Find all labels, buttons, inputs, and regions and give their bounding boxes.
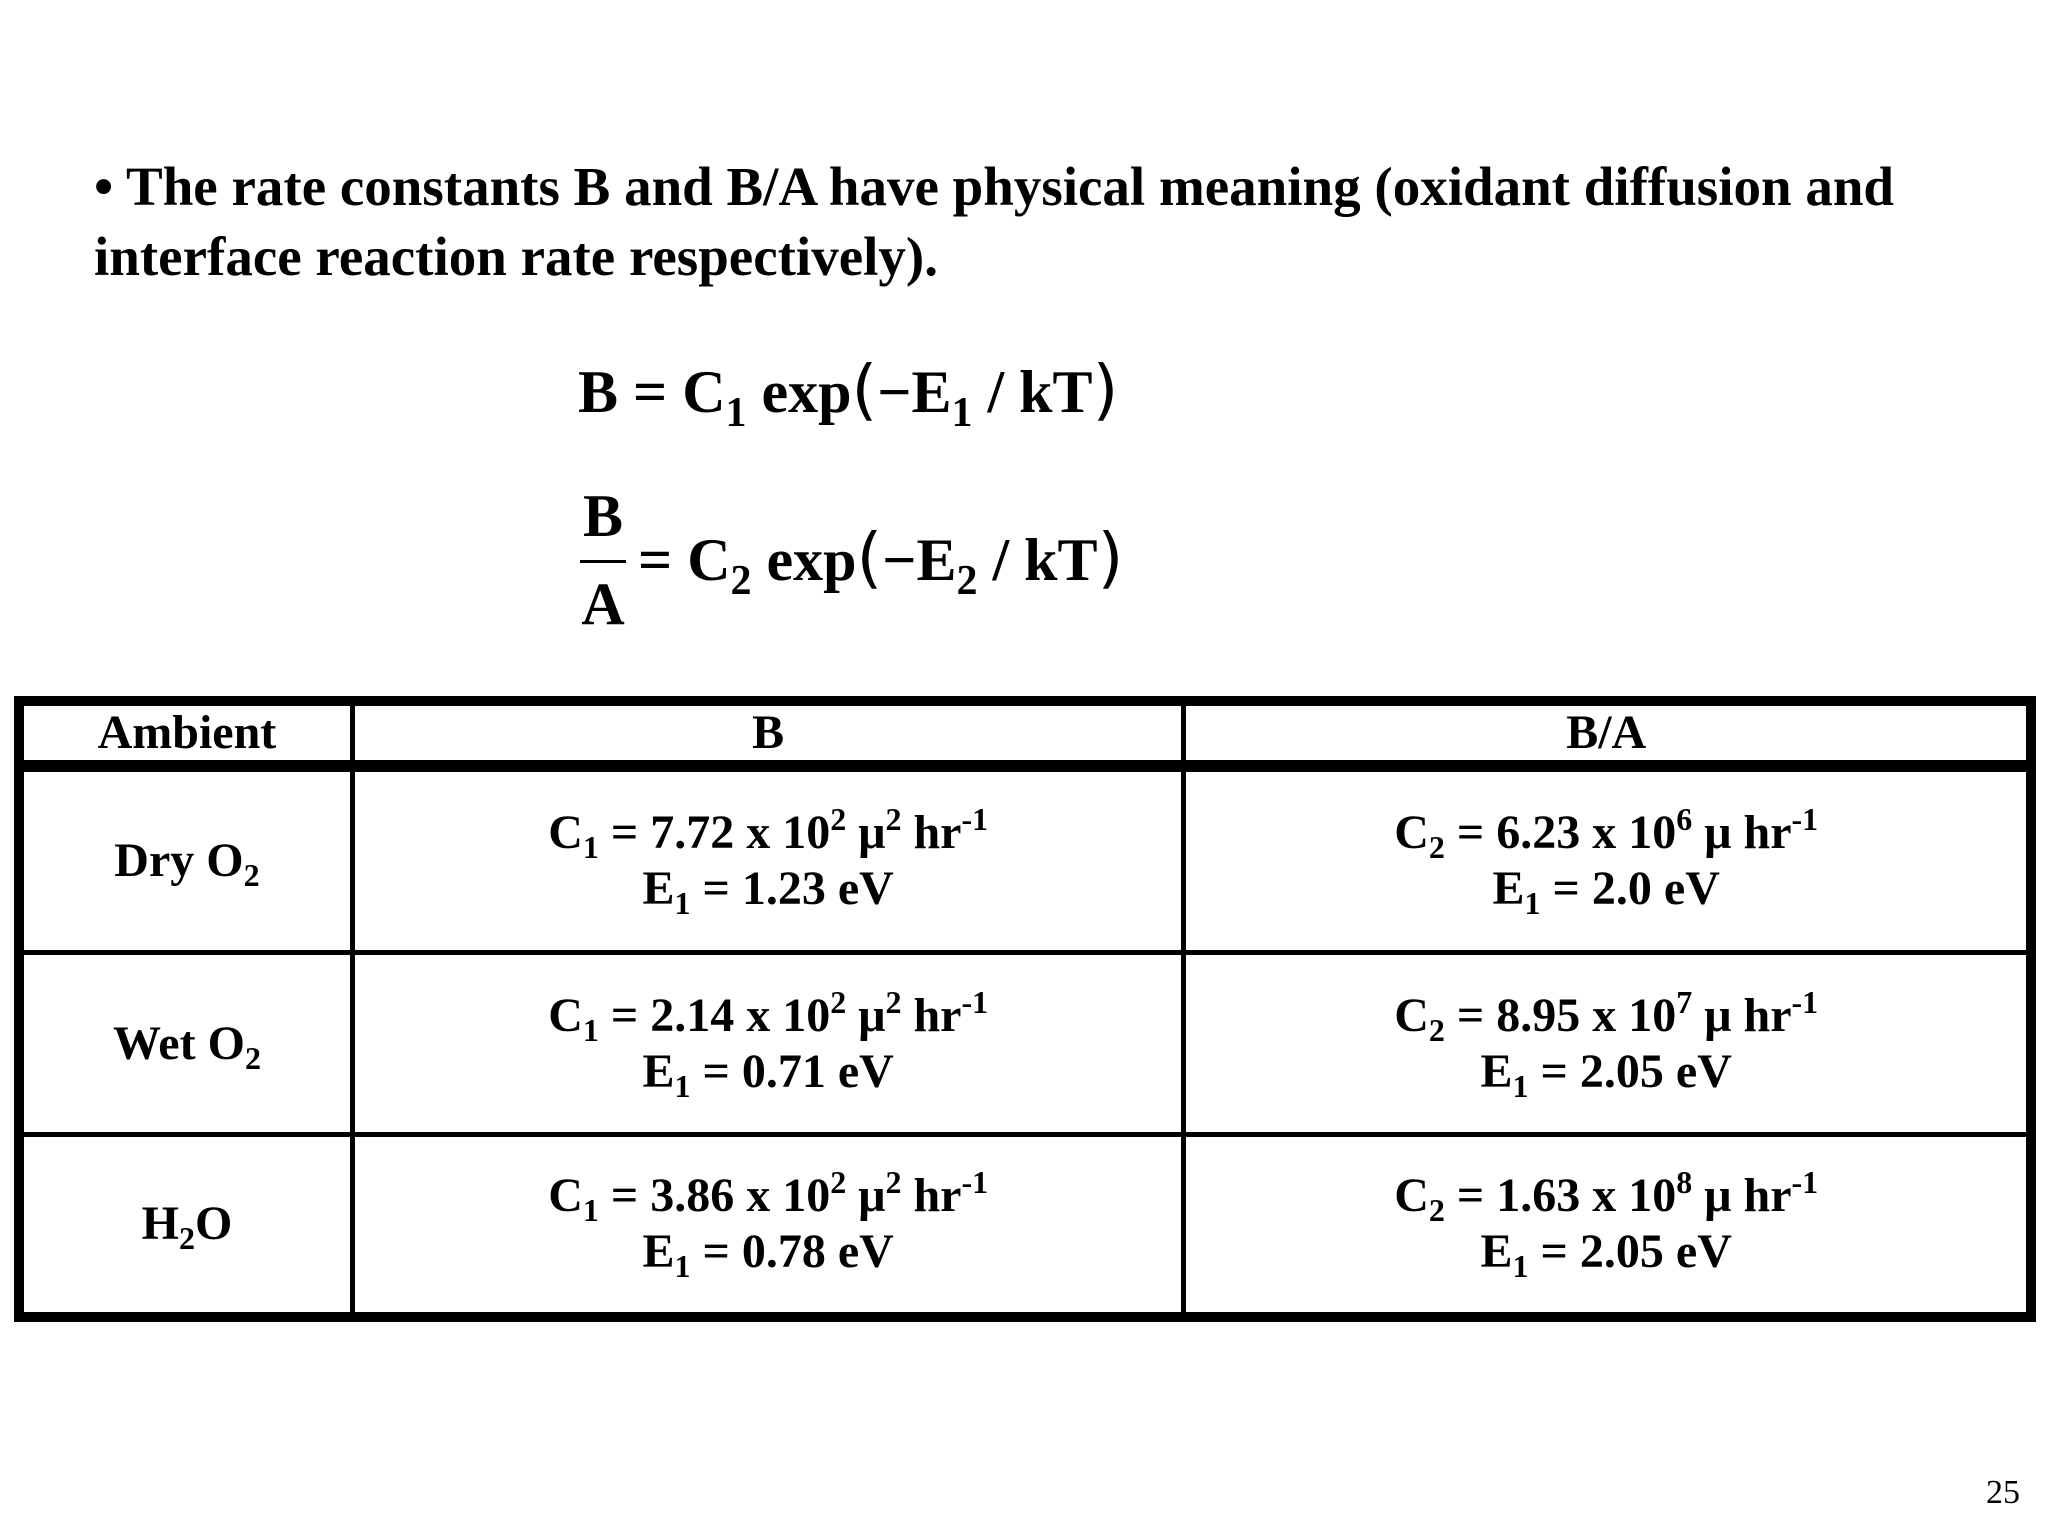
eq1-inner-rest: / kT [972, 359, 1093, 425]
ambient-cell: $H_2O$ [24, 1134, 352, 1312]
eq2-fraction-bar [580, 560, 626, 563]
bullet-marker: • [94, 156, 114, 217]
c-line: $C_1 = 2.14$ x $10^2$ $\mu^2$ $hr^{-1}$ [548, 983, 989, 1048]
eq1-inner: −E [877, 359, 952, 425]
e-line: $E_1 = 1.23$ eV [642, 862, 894, 922]
eq2-close-paren: ) [1097, 519, 1124, 596]
table-header-row [24, 706, 2026, 766]
ambient-cell: Dry $O_2$ [24, 766, 352, 953]
e-line: $E_1 = 2.05$ eV [1480, 1044, 1732, 1104]
eq1-sub2: 1 [951, 390, 973, 436]
eq1-open-paren: ( [851, 351, 878, 428]
equation-b [578, 350, 1119, 436]
c-line: $C_1 = 7.72$ x $10^2$ $\mu^2$ $hr^{-1}$ [548, 801, 989, 866]
c-line: $C_1 = 3.86$ x $10^2$ $\mu^2$ $hr^{-1}$ [548, 1164, 989, 1229]
c-line: $C_2 = 6.23$ x $10^6$ μ $hr^{-1}$ [1394, 801, 1819, 866]
eq2-denominator: A [581, 571, 625, 637]
c-line: $C_2 = 1.63$ x $10^8$ μ $hr^{-1}$ [1394, 1164, 1819, 1229]
eq2-rhs-start: = C [638, 527, 731, 593]
eq2-numerator: B [582, 483, 624, 549]
rate-table [24, 706, 2026, 1312]
eq2-inner: −E [882, 527, 957, 593]
eq2-open-paren: ( [856, 519, 883, 596]
eq2-rhs [638, 518, 1124, 604]
header-b-over-a: B/A [1184, 706, 2026, 766]
c-line: $C_2 = 8.95$ x $10^7$ μ $hr^{-1}$ [1394, 983, 1819, 1048]
eq2-sub2: 2 [956, 558, 978, 604]
eq2-inner-rest: / kT [977, 527, 1098, 593]
b-cell [352, 766, 1184, 953]
e-line: $E_1 = 0.78$ eV [642, 1225, 894, 1285]
eq2-sub1: 2 [730, 558, 752, 604]
table-row [24, 766, 2026, 953]
b-cell [352, 953, 1184, 1134]
e-line: $E_1 = 2.05$ eV [1480, 1225, 1732, 1285]
ba-cell [1184, 1134, 2026, 1312]
b-cell [352, 1134, 1184, 1312]
bullet-text: The rate constants B and B/A have physical meaning (oxidant diffusion and interface reaction rate respectively). [94, 156, 1895, 287]
bullet-paragraph [94, 152, 2004, 292]
header-b: B [352, 706, 1184, 766]
e-line: $E_1 = 0.71$ eV [642, 1044, 894, 1104]
ba-cell [1184, 766, 2026, 953]
eq1-close-paren: ) [1092, 351, 1119, 428]
eq1-lhs: B = C [578, 359, 726, 425]
table-row [24, 953, 2026, 1134]
eq1-exp: exp [746, 359, 852, 425]
ba-cell [1184, 953, 2026, 1134]
table-row [24, 1134, 2026, 1312]
eq2-exp: exp [751, 527, 857, 593]
e-line: $E_1 = 2.0$ eV [1492, 862, 1720, 922]
rate-constants-table [14, 696, 2036, 1322]
header-ambient: Ambient [24, 706, 352, 766]
ambient-cell: Wet $O_2$ [24, 953, 352, 1134]
eq1-sub1: 1 [725, 390, 747, 436]
page-number: 25 [1986, 1474, 2020, 1511]
